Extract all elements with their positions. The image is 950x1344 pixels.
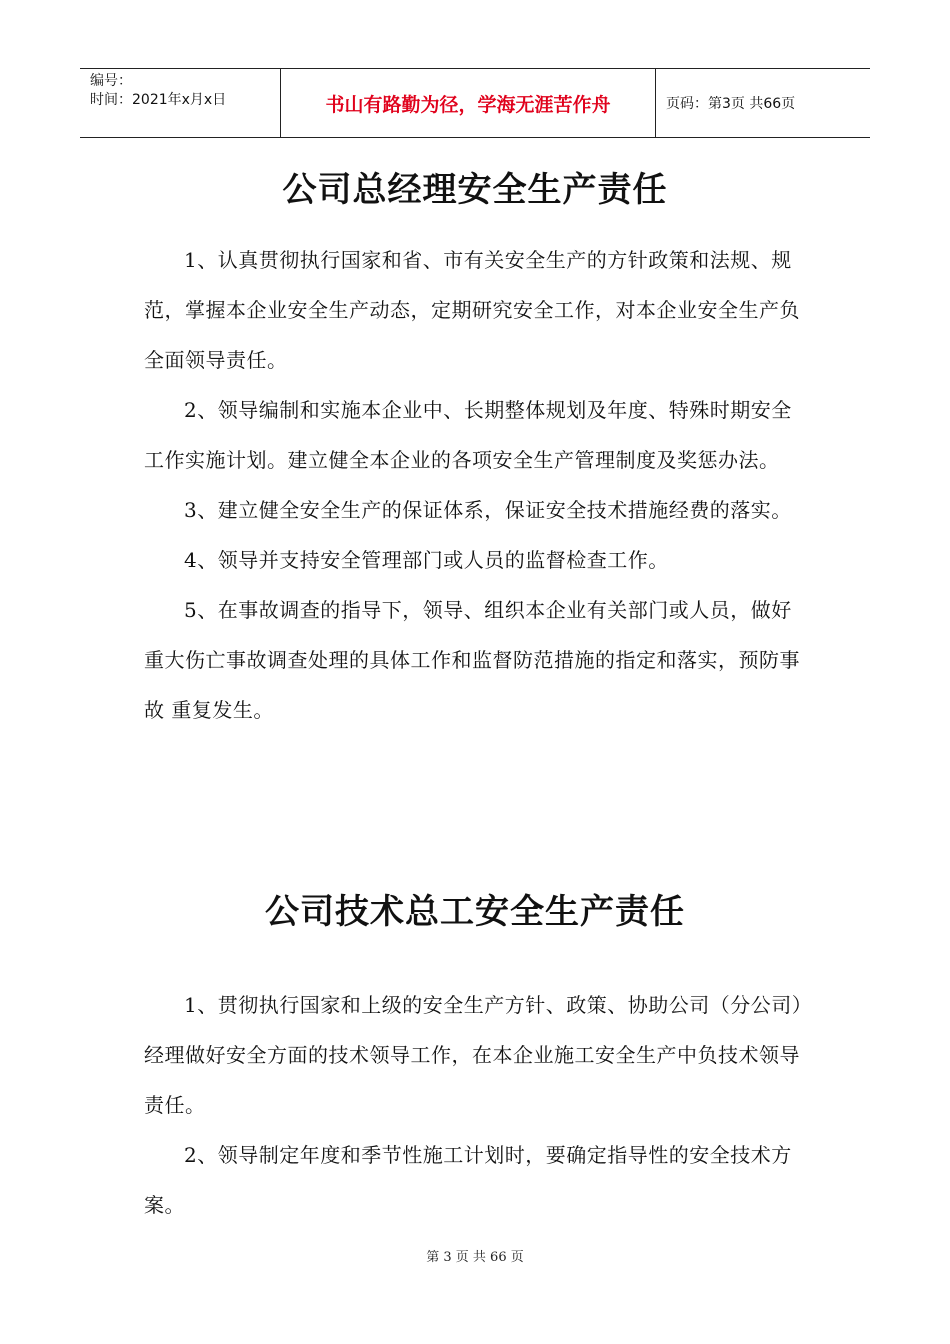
section-body-chief-engineer (144, 980, 812, 1230)
header-motto: 书山有路勤为径，学海无涯苦作舟 (280, 69, 656, 137)
page-footer: 第 3 页 共 66 页 (426, 1250, 524, 1265)
number-label: 编号： (90, 73, 132, 89)
paragraph: 5、在事故调查的指导下，领导、组织本企业有关部门或人员，做好重大伤亡事故调查处理的具体工作和监督防范措施的指定和落实，预防事故 重复发生。 (144, 598, 800, 722)
paragraph: 2、领导制定年度和季节性施工计划时，要确定指导性的安全技术方案。 (144, 1143, 792, 1217)
document-header (80, 68, 870, 138)
time-label: 时间：2021年x月x日 (90, 92, 227, 108)
section-title-chief-engineer: 公司技术总工安全生产责任 (265, 892, 685, 932)
section-body-general-manager (144, 235, 812, 735)
header-page-info: 页码：第3页 共66页 (666, 96, 796, 112)
paragraph: 1、贯彻执行国家和上级的安全生产方针、政策、协助公司（分公司）经理做好安全方面的技术领导工作，在本企业施工安全生产中负技术领导责任。 (144, 993, 803, 1117)
paragraph: 3、建立健全安全生产的保证体系，保证安全技术措施经费的落实。 (184, 498, 792, 522)
section-title-general-manager: 公司总经理安全生产责任 (282, 170, 668, 210)
paragraph: 4、领导并支持安全管理部门或人员的监督检查工作。 (184, 548, 669, 572)
header-meta (80, 69, 280, 137)
paragraph: 2、领导编制和实施本企业中、长期整体规划及年度、特殊时期安全工作实施计划。建立健全本企业的各项安全生产管理制度及奖惩办法。 (144, 398, 792, 472)
paragraph: 1、认真贯彻执行国家和省、市有关安全生产的方针政策和法规、规范，掌握本企业安全生产动态，定期研究安全工作，对本企业安全生产负全面领导责任。 (144, 248, 800, 372)
